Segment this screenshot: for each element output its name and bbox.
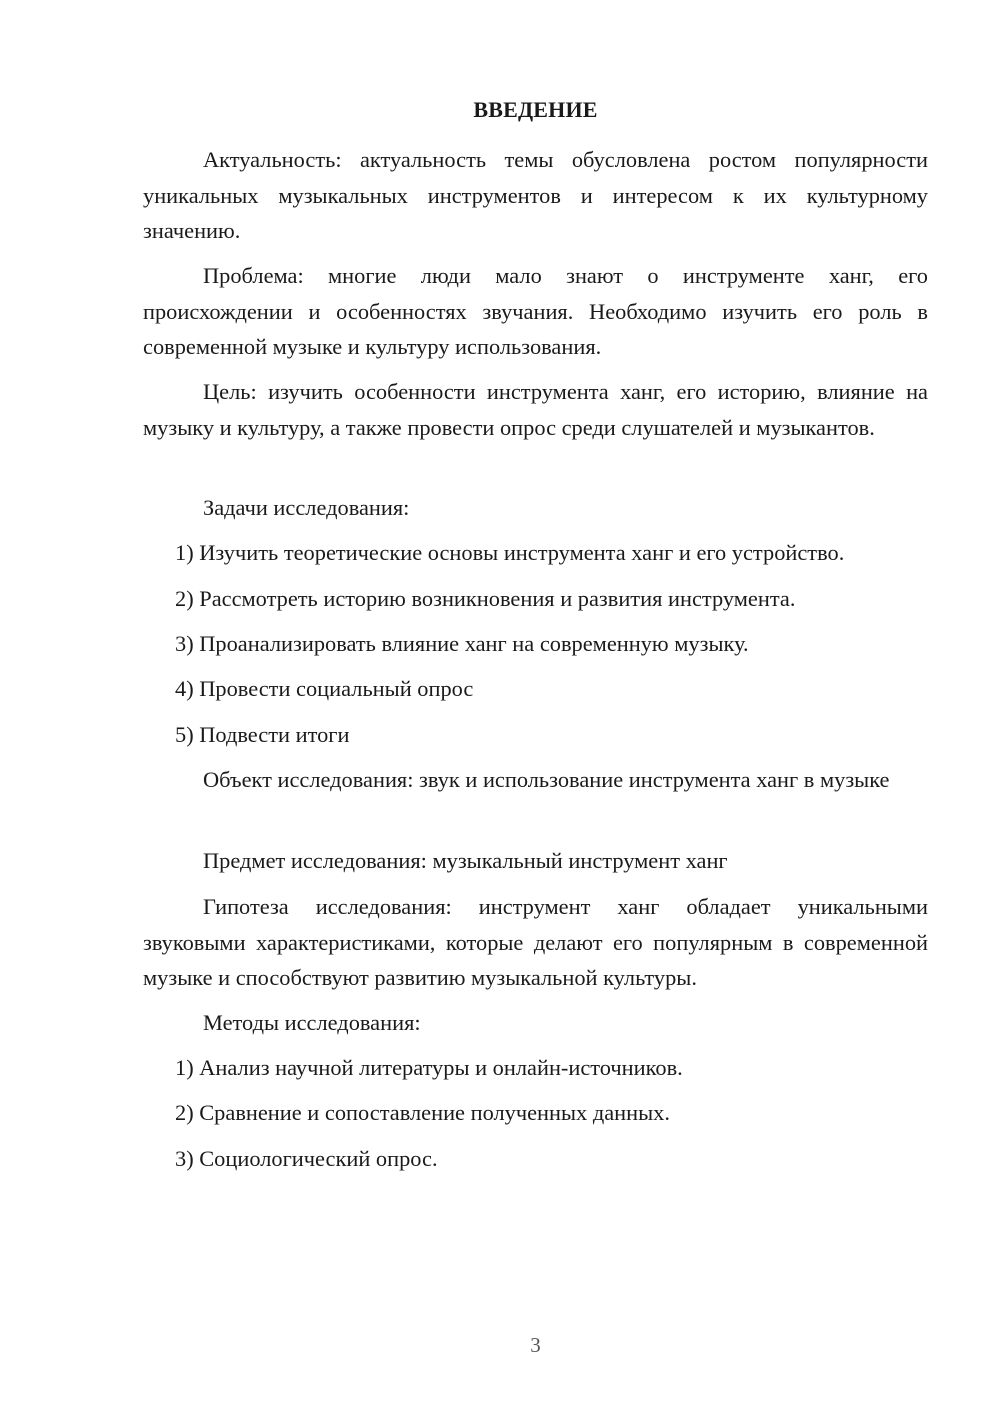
hypothesis-paragraph: Гипотеза исследования: инструмент ханг обладает уникальными звуковыми характеристиками, которые делают его популярным в современной музыке и способствуют развитию музыкальной культуры.	[143, 894, 928, 990]
subject-paragraph: Предмет исследования: музыкальный инструмент ханг	[203, 848, 728, 873]
method-item: 2) Сравнение и сопоставление полученных данных.	[175, 1100, 670, 1125]
tasks-heading: Задачи исследования:	[203, 495, 410, 520]
goal-paragraph: Цель: изучить особенности инструмента ханг, его историю, влияние на музыку и культуру, а также провести опрос среди слушателей и музыкантов.	[143, 379, 928, 440]
relevance-paragraph: Актуальность: актуальность темы обусловлена ростом популярности уникальных музыкальных инструментов и интересом к их культурному значению.	[143, 147, 928, 243]
page-title: ВВЕДЕНИЕ	[473, 97, 598, 122]
methods-heading: Методы исследования:	[203, 1010, 421, 1035]
document-page	[143, 0, 928, 1414]
problem-paragraph: Проблема: многие люди мало знают о инструменте ханг, его происхождении и особенностях звучания. Необходимо изучить его роль в современной музыке и культуру использования.	[143, 263, 928, 359]
method-item: 1) Анализ научной литературы и онлайн-источников.	[175, 1055, 683, 1080]
task-item: 4) Провести социальный опрос	[175, 676, 474, 701]
task-item: 1) Изучить теоретические основы инструмента ханг и его устройство.	[175, 540, 845, 565]
method-item: 3) Социологический опрос.	[175, 1146, 438, 1171]
object-paragraph: Объект исследования: звук и использование инструмента ханг в музыке	[203, 767, 890, 792]
page-number: 3	[530, 1333, 541, 1357]
task-item: 5) Подвести итоги	[175, 722, 350, 747]
task-item: 3) Проанализировать влияние ханг на современную музыку.	[175, 631, 749, 656]
task-item: 2) Рассмотреть историю возникновения и развития инструмента.	[175, 586, 796, 611]
